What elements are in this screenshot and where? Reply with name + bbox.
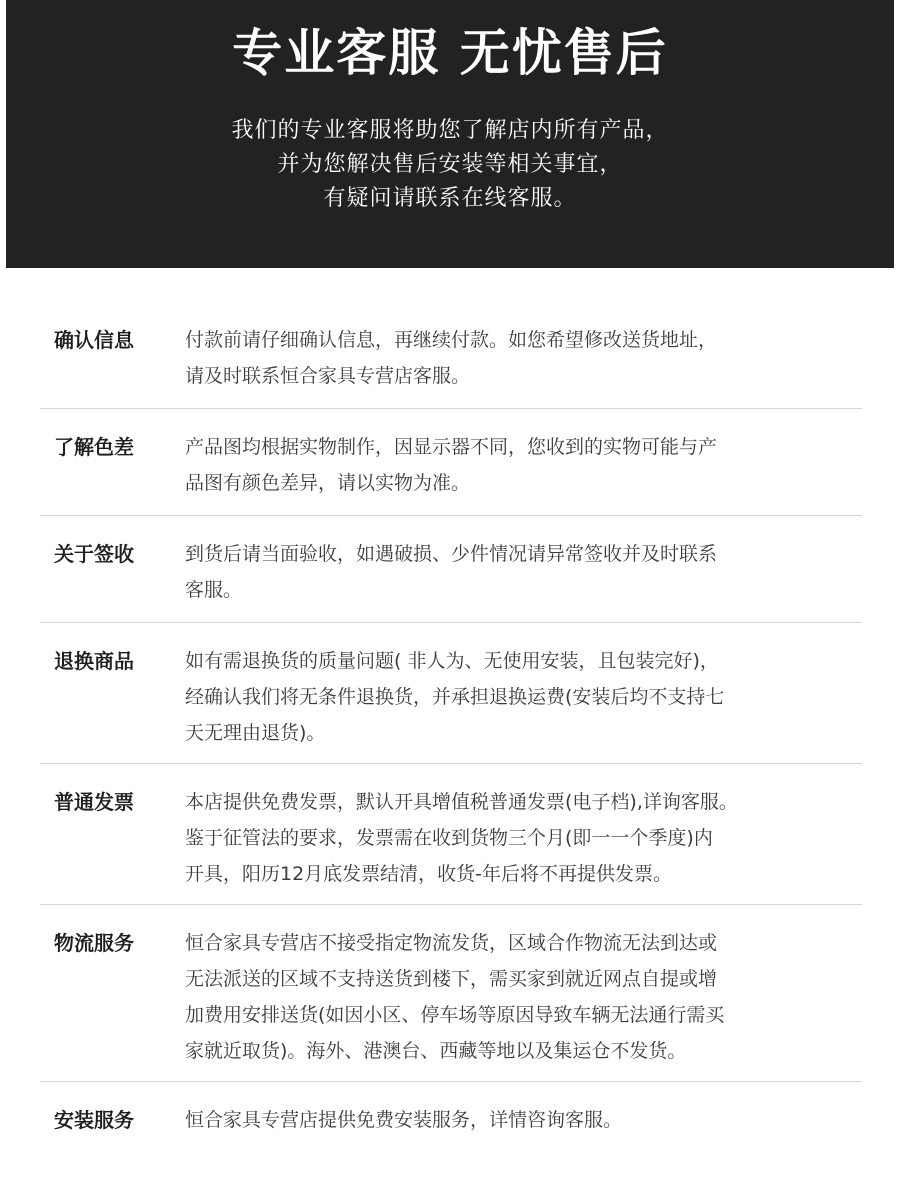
section-label: 物流服务 — [54, 931, 134, 955]
banner-subtitle — [6, 114, 894, 216]
section-text-line: 无法派送的区域不支持送货到楼下，需买家到就近网点自提或增 — [185, 968, 718, 990]
section-label: 确认信息 — [54, 328, 134, 352]
section-text-line: 开具，阳历12月底发票结清，收货-年后将不再提供发票。 — [185, 863, 673, 885]
section-text-line: 品图有颜色差异，请以实物为准。 — [185, 472, 471, 494]
section-text-line: 如有需退换货的质量问题( 非人为、无使用安装，且包装完好)， — [185, 650, 719, 672]
section-text — [185, 322, 862, 394]
section-text — [185, 1102, 862, 1138]
section-text-line: 家就近取货)。海外、港澳台、西藏等地以及集运仓不发货。 — [185, 1040, 687, 1062]
section-text — [185, 643, 862, 751]
section-text-line: 恒合家具专营店不接受指定物流发货，区域合作物流无法到达或 — [185, 932, 718, 954]
section-delivery-receipt — [40, 516, 862, 623]
section-text — [185, 925, 862, 1069]
section-logistics — [40, 905, 862, 1082]
section-invoice — [40, 764, 862, 905]
banner-title: 专业客服 无忧售后 — [232, 24, 668, 82]
section-text-line: 恒合家具专营店提供免费安装服务，详情咨询客服。 — [185, 1109, 623, 1131]
section-text-line: 付款前请仔细确认信息，再继续付款。如您希望修改送货地址， — [185, 329, 718, 351]
section-label: 了解色差 — [54, 435, 134, 459]
section-label: 关于签收 — [54, 542, 134, 566]
section-text — [185, 536, 862, 608]
section-label: 退换商品 — [54, 649, 134, 673]
policy-sections — [40, 300, 862, 1150]
header-banner — [6, 0, 894, 268]
section-text-line: 到货后请当面验收，如遇破损、少件情况请异常签收并及时联系 — [185, 543, 718, 565]
section-text-line: 请及时联系恒合家具专营店客服。 — [185, 365, 471, 387]
banner-subtitle-line: 有疑问请联系在线客服。 — [323, 186, 577, 211]
section-text-line: 天无理由退货)。 — [185, 722, 326, 744]
section-label: 普通发票 — [54, 790, 134, 814]
section-text — [185, 429, 862, 501]
section-text-line: 本店提供免费发票，默认开具增值税普通发票(电子档),详询客服。 — [185, 791, 738, 813]
section-text-line: 鉴于征管法的要求，发票需在收到货物三个月(即一一个季度)内 — [185, 827, 713, 849]
section-color-difference — [40, 409, 862, 516]
section-text-line: 经确认我们将无条件退换货，并承担退换运费(安装后均不支持七 — [185, 686, 725, 708]
section-confirm-info — [40, 300, 862, 409]
section-label: 安装服务 — [54, 1108, 134, 1132]
section-text — [185, 784, 862, 892]
banner-subtitle-line: 并为您解决售后安装等相关事宜， — [277, 152, 623, 177]
section-text-line: 加费用安排送货(如因小区、停车场等原因导致车辆无法通行需买 — [185, 1004, 725, 1026]
section-installation — [40, 1082, 862, 1150]
section-text-line: 客服。 — [185, 579, 243, 601]
banner-subtitle-line: 我们的专业客服将助您了解店内所有产品， — [231, 118, 669, 143]
section-text-line: 产品图均根据实物制作，因显示器不同，您收到的实物可能与产 — [185, 436, 718, 458]
section-returns — [40, 623, 862, 764]
